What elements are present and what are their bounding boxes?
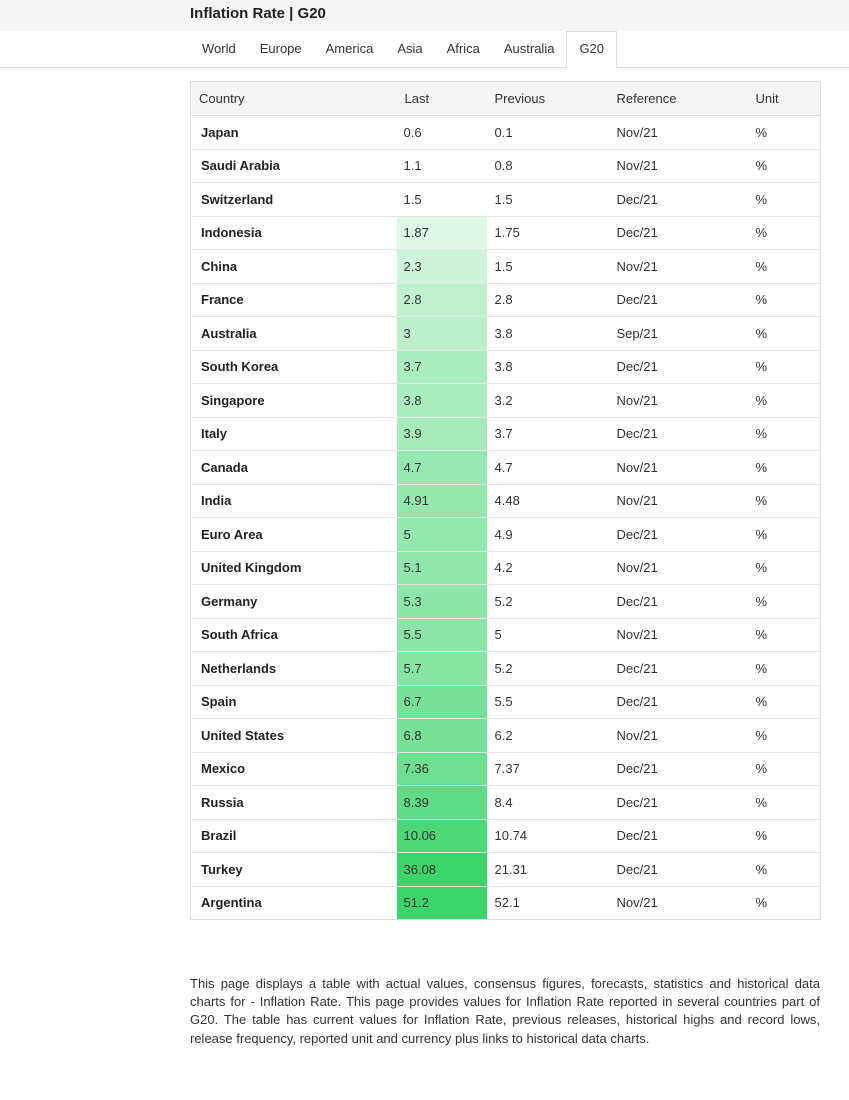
region-tabs	[190, 31, 617, 68]
table-row	[191, 116, 821, 150]
previous-value-cell: 2.8	[487, 283, 609, 317]
unit-cell: %	[748, 216, 821, 250]
reference-cell: Nov/21	[609, 250, 748, 284]
reference-cell: Dec/21	[609, 652, 748, 686]
unit-cell: %	[748, 551, 821, 585]
previous-value-cell: 52.1	[487, 886, 609, 920]
last-value-cell: 8.39	[397, 786, 487, 820]
unit-cell: %	[748, 786, 821, 820]
unit-cell: %	[748, 183, 821, 217]
country-cell[interactable]: Germany	[191, 585, 397, 619]
table-row	[191, 652, 821, 686]
reference-cell: Dec/21	[609, 417, 748, 451]
table-row	[191, 819, 821, 853]
table-row	[191, 417, 821, 451]
last-value-cell: 3.7	[397, 350, 487, 384]
country-cell[interactable]: Singapore	[191, 384, 397, 418]
unit-cell: %	[748, 451, 821, 485]
country-cell[interactable]: Spain	[191, 685, 397, 719]
country-cell[interactable]: Euro Area	[191, 518, 397, 552]
country-cell[interactable]: Saudi Arabia	[191, 149, 397, 183]
reference-cell: Dec/21	[609, 819, 748, 853]
previous-value-cell: 4.9	[487, 518, 609, 552]
column-header-unit[interactable]: Unit	[748, 82, 821, 116]
tab-africa[interactable]: Africa	[446, 41, 480, 56]
last-value-cell: 0.6	[397, 116, 487, 150]
column-header-country[interactable]: Country	[191, 82, 397, 116]
unit-cell: %	[748, 585, 821, 619]
previous-value-cell: 5.2	[487, 585, 609, 619]
reference-cell: Dec/21	[609, 216, 748, 250]
previous-value-cell: 1.75	[487, 216, 609, 250]
unit-cell: %	[748, 350, 821, 384]
tab-world[interactable]: World	[202, 41, 236, 56]
table-row	[191, 317, 821, 351]
previous-value-cell: 0.1	[487, 116, 609, 150]
previous-value-cell: 21.31	[487, 853, 609, 887]
page-header	[0, 0, 849, 32]
unit-cell: %	[748, 250, 821, 284]
unit-cell: %	[748, 317, 821, 351]
table-row	[191, 350, 821, 384]
region-tab-bar	[0, 31, 849, 68]
country-cell[interactable]: Japan	[191, 116, 397, 150]
country-cell[interactable]: France	[191, 283, 397, 317]
tab-america[interactable]: America	[325, 41, 374, 56]
country-cell[interactable]: South Korea	[191, 350, 397, 384]
table-row	[191, 886, 821, 920]
unit-cell: %	[748, 518, 821, 552]
column-header-last[interactable]: Last	[397, 82, 487, 116]
country-cell[interactable]: Netherlands	[191, 652, 397, 686]
last-value-cell: 4.91	[397, 484, 487, 518]
last-value-cell: 6.7	[397, 685, 487, 719]
reference-cell: Nov/21	[609, 451, 748, 485]
reference-cell: Nov/21	[609, 149, 748, 183]
table-row	[191, 618, 821, 652]
inflation-table	[190, 81, 821, 920]
reference-cell: Dec/21	[609, 350, 748, 384]
last-value-cell: 4.7	[397, 451, 487, 485]
table-row	[191, 853, 821, 887]
last-value-cell: 3.9	[397, 417, 487, 451]
last-value-cell: 7.36	[397, 752, 487, 786]
table-row	[191, 384, 821, 418]
country-cell[interactable]: Russia	[191, 786, 397, 820]
last-value-cell: 1.87	[397, 216, 487, 250]
previous-value-cell: 8.4	[487, 786, 609, 820]
unit-cell: %	[748, 685, 821, 719]
previous-value-cell: 5.2	[487, 652, 609, 686]
unit-cell: %	[748, 819, 821, 853]
table-row	[191, 451, 821, 485]
reference-cell: Dec/21	[609, 283, 748, 317]
previous-value-cell: 1.5	[487, 250, 609, 284]
last-value-cell: 2.3	[397, 250, 487, 284]
country-cell[interactable]: Turkey	[191, 853, 397, 887]
country-cell[interactable]: China	[191, 250, 397, 284]
reference-cell: Dec/21	[609, 518, 748, 552]
reference-cell: Dec/21	[609, 585, 748, 619]
table-row	[191, 551, 821, 585]
tab-australia[interactable]: Australia	[503, 41, 555, 56]
country-cell[interactable]: United States	[191, 719, 397, 753]
country-cell[interactable]: Indonesia	[191, 216, 397, 250]
last-value-cell: 6.8	[397, 719, 487, 753]
previous-value-cell: 1.5	[487, 183, 609, 217]
table-row	[191, 752, 821, 786]
country-cell[interactable]: Mexico	[191, 752, 397, 786]
last-value-cell: 51.2	[397, 886, 487, 920]
unit-cell: %	[748, 719, 821, 753]
previous-value-cell: 4.7	[487, 451, 609, 485]
tab-europe[interactable]: Europe	[259, 41, 302, 56]
table-row	[191, 250, 821, 284]
reference-cell: Dec/21	[609, 183, 748, 217]
last-value-cell: 5.5	[397, 618, 487, 652]
table-row	[191, 585, 821, 619]
last-value-cell: 3.8	[397, 384, 487, 418]
last-value-cell: 5.7	[397, 652, 487, 686]
previous-value-cell: 0.8	[487, 149, 609, 183]
previous-value-cell: 3.8	[487, 317, 609, 351]
reference-cell: Nov/21	[609, 484, 748, 518]
reference-cell: Dec/21	[609, 752, 748, 786]
table-row	[191, 518, 821, 552]
country-cell[interactable]: United Kingdom	[191, 551, 397, 585]
unit-cell: %	[748, 149, 821, 183]
last-value-cell: 1.5	[397, 183, 487, 217]
previous-value-cell: 5.5	[487, 685, 609, 719]
unit-cell: %	[748, 283, 821, 317]
unit-cell: %	[748, 618, 821, 652]
previous-value-cell: 3.7	[487, 417, 609, 451]
table-row	[191, 719, 821, 753]
last-value-cell: 1.1	[397, 149, 487, 183]
reference-cell: Nov/21	[609, 116, 748, 150]
country-cell[interactable]: India	[191, 484, 397, 518]
reference-cell: Dec/21	[609, 853, 748, 887]
country-cell[interactable]: Switzerland	[191, 183, 397, 217]
previous-value-cell: 4.2	[487, 551, 609, 585]
last-value-cell: 5	[397, 518, 487, 552]
previous-value-cell: 10.74	[487, 819, 609, 853]
unit-cell: %	[748, 652, 821, 686]
previous-value-cell: 7.37	[487, 752, 609, 786]
page-description: This page displays a table with actual values, consensus figures, forecasts, statistics and historical data charts for - Inflation Rate. This page provides values for Inflation Rate reported in several countries part of G20. The table has current values for Inflation Rate, previous releases, historical highs and record lows, release frequency, reported unit and currency plus links to historical data charts.	[190, 976, 820, 1046]
country-cell[interactable]: Australia	[191, 317, 397, 351]
reference-cell: Dec/21	[609, 685, 748, 719]
table-row	[191, 149, 821, 183]
previous-value-cell: 5	[487, 618, 609, 652]
tab-asia[interactable]: Asia	[397, 41, 423, 56]
column-header-reference[interactable]: Reference	[609, 82, 748, 116]
unit-cell: %	[748, 417, 821, 451]
table-row	[191, 685, 821, 719]
reference-cell: Nov/21	[609, 384, 748, 418]
last-value-cell: 36.08	[397, 853, 487, 887]
reference-cell: Dec/21	[609, 786, 748, 820]
last-value-cell: 10.06	[397, 819, 487, 853]
unit-cell: %	[748, 853, 821, 887]
last-value-cell: 2.8	[397, 283, 487, 317]
country-cell[interactable]: South Africa	[191, 618, 397, 652]
country-cell[interactable]: Italy	[191, 417, 397, 451]
table-row	[191, 786, 821, 820]
country-cell[interactable]: Brazil	[191, 819, 397, 853]
previous-value-cell: 3.2	[487, 384, 609, 418]
previous-value-cell: 3.8	[487, 350, 609, 384]
last-value-cell: 5.1	[397, 551, 487, 585]
reference-cell: Sep/21	[609, 317, 748, 351]
table-row	[191, 183, 821, 217]
table-row	[191, 216, 821, 250]
unit-cell: %	[748, 886, 821, 920]
table-row	[191, 484, 821, 518]
inflation-table-container	[190, 81, 820, 920]
last-value-cell: 5.3	[397, 585, 487, 619]
column-header-previous[interactable]: Previous	[487, 82, 609, 116]
country-cell[interactable]: Canada	[191, 451, 397, 485]
unit-cell: %	[748, 484, 821, 518]
reference-cell: Nov/21	[609, 719, 748, 753]
previous-value-cell: 4.48	[487, 484, 609, 518]
previous-value-cell: 6.2	[487, 719, 609, 753]
unit-cell: %	[748, 116, 821, 150]
tab-g20[interactable]: G20	[566, 31, 617, 68]
unit-cell: %	[748, 384, 821, 418]
table-row	[191, 283, 821, 317]
reference-cell: Nov/21	[609, 551, 748, 585]
unit-cell: %	[748, 752, 821, 786]
reference-cell: Nov/21	[609, 886, 748, 920]
reference-cell: Nov/21	[609, 618, 748, 652]
table-header-row	[191, 82, 821, 116]
page-title: Inflation Rate | G20	[190, 5, 326, 22]
last-value-cell: 3	[397, 317, 487, 351]
country-cell[interactable]: Argentina	[191, 886, 397, 920]
table-body	[191, 116, 821, 920]
